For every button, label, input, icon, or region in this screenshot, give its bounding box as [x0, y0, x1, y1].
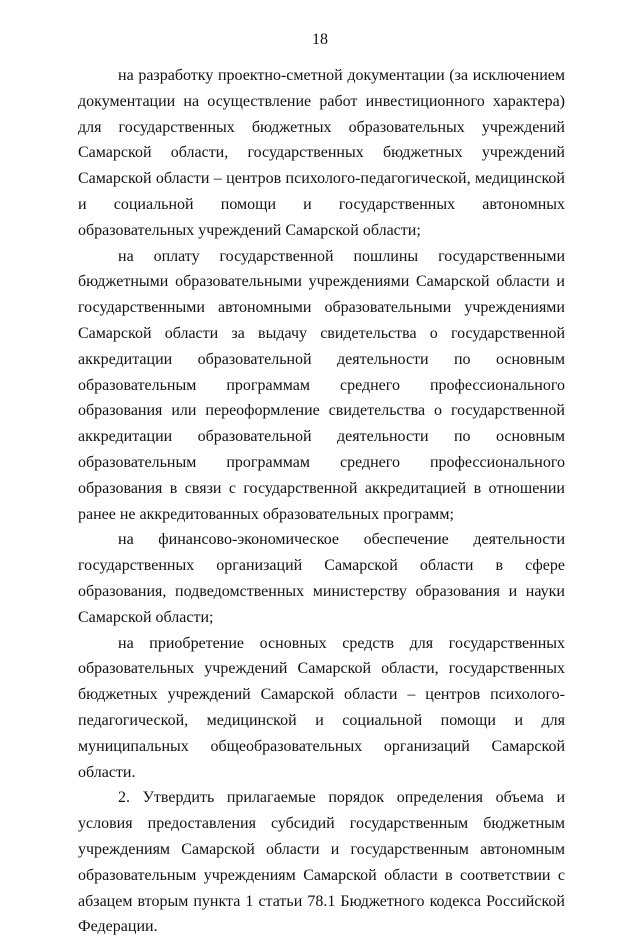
paragraph-design-documentation: на разработку проектно-сметной документации (за исключением документации на осуществление работ инвестиционного характера) для государственных бюджетных образовательных учреждений Самарской области, государственных бюджетных учреждений Самарской области – центров психолого-педагогической, медицинской и социальной помощи и государственных автономных образовательных учреждений Самарской области;: [78, 67, 565, 239]
document-body: [78, 63, 565, 940]
paragraph-approval-point-2: 2. Утвердить прилагаемые порядок определения объема и условия предоставления субсидий государственным бюджетным учреждениям Самарской области и государственным автономным образовательным учреждениям Самарской области в соответствии с абзацем вторым пункта 1 статьи 78.1 Бюджетного кодекса Российской Федерации.: [78, 789, 565, 936]
paragraph-state-fee-payment: на оплату государственной пошлины государственными бюджетными образовательными учреждениями Самарской области и государственными автономными образовательными учреждениями Самарской области за выдачу свидетельства о государственной аккредитации образовательной деятельности по основным образовательным программам среднего профессионального образования или переоформление свидетельства о государственной аккредитации образовательной деятельности по основным образовательным программам среднего профессионального образования в связи с государственной аккредитацией в отношении ранее не аккредитованных образовательных программ;: [78, 247, 565, 523]
paragraph-financial-support: на финансово-экономическое обеспечение деятельности государственных организаций Самарской области в сфере образования, подведомственных министерству образования и науки Самарской области;: [78, 531, 565, 626]
page-number: 18: [312, 31, 328, 48]
paragraph-fixed-assets: на приобретение основных средств для государственных образовательных учреждений Самарской области, государственных бюджетных учреждений Самарской области – центров психолого-педагогической, медицинской и социальной помощи и для муниципальных общеобразовательных организаций Самарской области.: [78, 634, 565, 781]
